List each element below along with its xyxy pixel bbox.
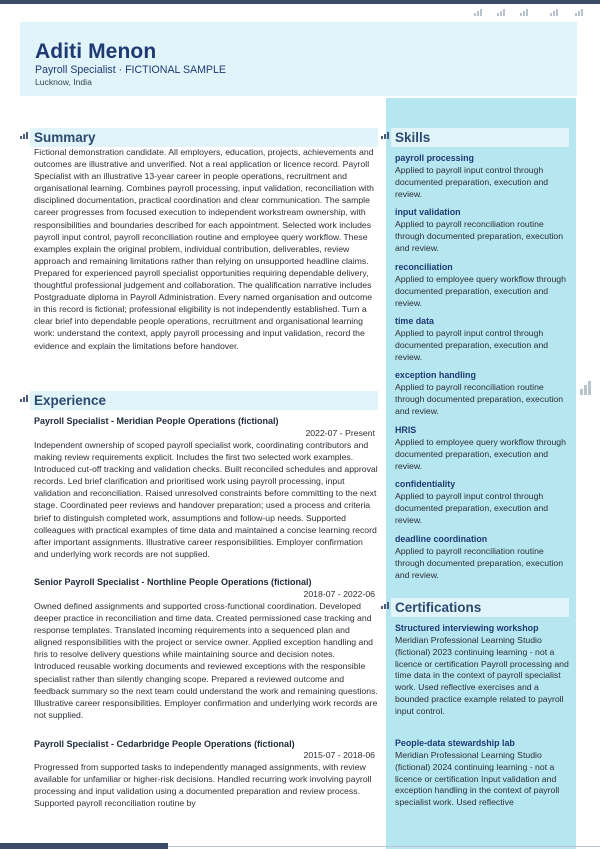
certification-name: Structured interviewing workshop: [395, 623, 539, 633]
job-title: Payroll Specialist - Meridian People Operations (fictional): [34, 416, 279, 426]
chart-decoration-icon: [580, 381, 591, 395]
skill-name: time data: [395, 316, 434, 326]
summary-section-header: [30, 128, 378, 147]
candidate-role: Payroll Specialist · FICTIONAL SAMPLE: [35, 64, 226, 76]
resume-header: [20, 22, 577, 96]
candidate-location: Lucknow, India: [35, 77, 92, 87]
skill-name: exception handling: [395, 370, 476, 380]
certification-name: People-data stewardship lab: [395, 738, 515, 748]
section-bars-icon: [381, 602, 389, 609]
bottom-accent-bar: [0, 843, 168, 849]
job-dates: 2022-07 - Present: [305, 428, 375, 438]
chart-decoration-icon: [550, 9, 558, 16]
skills-heading: Skills: [395, 130, 431, 145]
job-dates: 2018-07 - 2022-06: [303, 589, 375, 599]
skill-name: HRIS: [395, 425, 417, 435]
summary-heading: Summary: [34, 130, 96, 145]
certification-description: Meridian Professional Learning Studio (fictional) 2023 continuing learning - not a licence or certification Payroll processing and time data in the context of payroll specialist work. Used reflective exercises and a bounded practice example related to payroll input control.: [395, 635, 569, 716]
experience-heading: Experience: [34, 393, 107, 408]
skill-description: Applied to payroll reconciliation routine through documented preparation, execution and review.: [395, 546, 564, 580]
skill-name: reconciliation: [395, 262, 453, 272]
section-bars-icon: [20, 132, 28, 139]
candidate-name: Aditi Menon: [35, 40, 157, 63]
job-description: Owned defined assignments and supported cross-functional coordination. Developed deeper practice in reconciliation and time data. Created permissioned case tracking and response templates. Translated incoming requirements into a sequenced plan and aligned responsibilities with the project or service owner. Applied exception handling and hris to resolve delivery questions while maintaining source and decision notes. Introduced reusable working documents and reviewed exceptions with the responsible specialist rather than silently changing scope. Prepared a reviewed outcome and feedback summary so the next team could understand the work and remaining questions. Illustrative career responsibilities. Employer confirmation and underlying work records are not supplied.: [34, 601, 378, 720]
skill-name: deadline coordination: [395, 534, 488, 544]
section-bars-icon: [20, 395, 28, 402]
skill-description: Applied to payroll reconciliation routine through documented preparation, execution and review.: [395, 219, 564, 253]
chart-decoration-icon: [474, 9, 482, 16]
job-title: Senior Payroll Specialist - Northline People Operations (fictional): [34, 577, 312, 587]
experience-section-header: [30, 391, 378, 410]
skill-name: input validation: [395, 207, 461, 217]
bottom-rule: [168, 846, 600, 847]
job-description: Progressed from supported tasks to independently managed assignments, with review available for unfamiliar or higher-risk decisions. Handled recurring work involving payroll processing and input validation using a documented preparation and review process. Supported payroll reconciliation routine by: [34, 762, 372, 809]
skills-section-header: [391, 128, 569, 147]
chart-decoration-icon: [520, 9, 528, 16]
top-accent-bar: [0, 0, 600, 4]
certifications-section-header: [391, 598, 569, 617]
skill-description: Applied to payroll input control through documented preparation, execution and review.: [395, 328, 549, 362]
skill-name: payroll processing: [395, 153, 474, 163]
skill-description: Applied to payroll input control through documented preparation, execution and review.: [395, 491, 549, 525]
skill-description: Applied to payroll input control through documented preparation, execution and review.: [395, 165, 549, 199]
section-bars-icon: [381, 132, 389, 139]
skill-description: Applied to employee query workflow through documented preparation, execution and review.: [395, 437, 566, 471]
certification-description: Meridian Professional Learning Studio (fictional) 2024 continuing learning - not a licence or certification Input validation and exception handling in the context of payroll specialist work. Used reflective: [395, 750, 560, 808]
skill-name: confidentiality: [395, 479, 456, 489]
certifications-heading: Certifications: [395, 600, 482, 615]
summary-text: Fictional demonstration candidate. All employers, education, projects, achievements and outcomes are illustrative and unverified. Not a real application or licence record. Payroll Specialist with an illustrative 13-year career in people operations, recruitment and organisational learning. Combines payroll processing, input validation, reconciliation with disciplined documentation, practical coordination and clear communication. The sample career progresses from focused execution to independent workstream ownership, with responsibilities and boundaries described for each appointment. Selected work includes payroll input control, payroll reconciliation routine and employee query workflow. These examples explain the original problem, individual contribution, deliverables, review approach and remaining limitations rather than relying on unsupported headline claims. Prepared for experienced payroll specialist opportunities requiring dependable delivery, thoughtful professional judgement and collaboration. The qualification narrative includes Postgraduate diploma in Payroll Administration. Every named organisation and outcome in this record is fictional; professional eligibility is not independently established. Turn a clear brief into dependable people operations, recruitment and organisational learning work: understand the context, apply payroll processing and input validation, record the evidence and explain the limitations before handover.: [34, 147, 374, 351]
job-description: Independent ownership of scoped payroll specialist work, coordinating contributors and making review requirements explicit. Includes the first two selected work examples. Introduced cut-off tracking and validation checks. Built reconciled schedules and approval records. Led brief clarification and prioritised work using payroll processing, input validation and reconciliation. Raised unresolved constraints before committing to the next stage. Coordinated peer reviews and handover preparation; used a process and criteria brief to distinguish completed work, assumptions and follow-up needs. Supported colleagues with practical examples of time data and maintained a concise learning record after important assignments. Illustrative career responsibilities. Employer confirmation and underlying work records are not supplied.: [34, 440, 378, 559]
chart-decoration-icon: [575, 9, 583, 16]
job-dates: 2015-07 - 2018-06: [303, 750, 375, 760]
job-title: Payroll Specialist - Cedarbridge People Operations (fictional): [34, 739, 295, 749]
skill-description: Applied to payroll reconciliation routine through documented preparation, execution and review.: [395, 382, 564, 416]
chart-decoration-icon: [497, 9, 505, 16]
skill-description: Applied to employee query workflow through documented preparation, execution and review.: [395, 274, 566, 308]
